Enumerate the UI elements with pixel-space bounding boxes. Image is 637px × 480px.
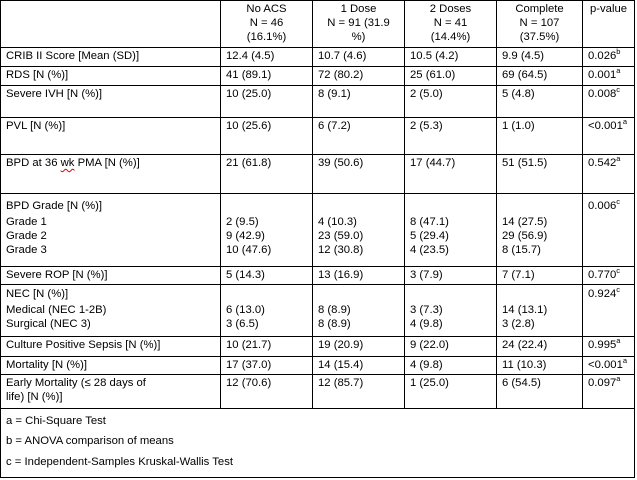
test-superscript: c — [616, 284, 621, 294]
one-dose-cell: 72 (80.2) — [313, 67, 405, 86]
table-row-rds — [1, 67, 635, 86]
test-superscript: a — [616, 374, 621, 383]
two-doses-cell: 2 (5.3) — [405, 117, 497, 154]
p-value-cell: 0.026$^b$ — [583, 48, 635, 67]
complete-cell: 51 (51.5) — [497, 155, 583, 193]
spellcheck-word: wk — [60, 157, 75, 170]
no-acs-cell: 17 (37.0) — [221, 356, 313, 374]
row-label: Mortality [N (%)] — [1, 356, 221, 374]
header-2-doses: 2 Doses N = 41 (14.4%) — [405, 1, 497, 48]
one-dose-cell: 10.7 (4.6) — [313, 48, 405, 67]
no-acs-cell: 12.4 (4.5) — [221, 48, 313, 67]
complete-cell: 11 (10.3) — [497, 356, 583, 374]
table-row-ivh — [1, 86, 635, 117]
one-dose-cell: 14 (15.4) — [313, 356, 405, 374]
two-doses-cell: 4 (9.8) — [405, 356, 497, 374]
two-doses-cell: 3 (7.3) 4 (9.8) — [405, 284, 497, 337]
table-row-sepsis — [1, 337, 635, 356]
two-doses-cell: 2 (5.0) — [405, 86, 497, 117]
header-complete: Complete N = 107 (37.5%) — [497, 1, 583, 48]
row-label: Early Mortality (≤ 28 days of life) [N (%)] — [1, 374, 221, 408]
footnotes — [1, 409, 635, 478]
table-row-crib — [1, 48, 635, 67]
table-row-mortality — [1, 356, 635, 374]
one-dose-cell: 6 (7.2) — [313, 117, 405, 154]
p-value-cell: 0.542$^a$ — [583, 155, 635, 193]
header-no-acs: No ACS N = 46 (16.1%) — [221, 1, 313, 48]
row-label: RDS [N (%)] — [1, 67, 221, 86]
row-label: Severe ROP [N (%)] — [1, 266, 221, 284]
complete-cell: 69 (64.5) — [497, 67, 583, 86]
test-superscript: a — [616, 154, 621, 164]
no-acs-cell: 10 (21.7) — [221, 337, 313, 356]
two-doses-cell: 17 (44.7) — [405, 155, 497, 193]
two-doses-cell: 1 (25.0) — [405, 374, 497, 408]
p-value-cell: 0.097$^a$ — [583, 374, 635, 408]
one-dose-cell: 4 (10.3) 23 (59.0) 12 (30.8) — [313, 193, 405, 266]
one-dose-cell: 13 (16.9) — [313, 266, 405, 284]
row-label: NEC [N (%)] Medical (NEC 1-2B) Surgical (NEC 3) — [1, 284, 221, 337]
p-value-cell: 0.006$^c$ — [583, 193, 635, 266]
two-doses-cell: 10.5 (4.2) — [405, 48, 497, 67]
two-doses-cell: 3 (7.9) — [405, 266, 497, 284]
footnote-a: a = Chi-Square Test — [6, 415, 106, 428]
table-row-nec — [1, 284, 635, 337]
table-row-bpd36 — [1, 155, 635, 193]
one-dose-cell: 8 (8.9) 8 (8.9) — [313, 284, 405, 337]
table-row-bpd-grade — [1, 193, 635, 266]
p-value-cell: 0.924$^c$ — [583, 284, 635, 337]
test-superscript: c — [616, 266, 621, 275]
no-acs-cell: 5 (14.3) — [221, 266, 313, 284]
test-superscript: a — [616, 66, 621, 76]
test-superscript: a — [622, 356, 628, 365]
no-acs-cell: 10 (25.0) — [221, 86, 313, 117]
row-label: BPD Grade [N (%)] Grade 1 Grade 2 Grade 3 — [1, 193, 221, 266]
row-label: Culture Positive Sepsis [N (%)] — [1, 337, 221, 356]
p-value-cell: 0.008$^c$ — [583, 86, 635, 117]
header-1-dose: 1 Dose N = 91 (31.9 %) — [313, 1, 405, 48]
two-doses-cell: 9 (22.0) — [405, 337, 497, 356]
no-acs-cell: 21 (61.8) — [221, 155, 313, 193]
two-doses-cell: 25 (61.0) — [405, 67, 497, 86]
p-value-cell: 0.001$^a$ — [583, 67, 635, 86]
p-value-cell: 0.770$^c$ — [583, 266, 635, 284]
footnotes-row — [1, 409, 635, 478]
row-label: BPD at 36 wk PMA [N (%)] — [1, 155, 221, 193]
complete-cell: 7 (7.1) — [497, 266, 583, 284]
no-acs-cell: 12 (70.6) — [221, 374, 313, 408]
p-value-cell: 0.995$^a$ — [583, 337, 635, 356]
test-superscript: c — [616, 196, 621, 206]
no-acs-cell: 10 (25.6) — [221, 117, 313, 154]
row-label: Severe IVH [N (%)] — [1, 86, 221, 117]
p-value-cell: <0.001$^a$ — [583, 356, 635, 374]
test-superscript: a — [622, 117, 628, 127]
table-row-pvl — [1, 117, 635, 154]
one-dose-cell: 39 (50.6) — [313, 155, 405, 193]
complete-cell: 1 (1.0) — [497, 117, 583, 154]
header-p-value: p-value — [583, 1, 635, 48]
row-label: CRIB II Score [Mean (SD)] — [1, 48, 221, 67]
two-doses-cell: 8 (47.1) 5 (29.4) 4 (23.5) — [405, 193, 497, 266]
no-acs-cell: 2 (9.5) 9 (42.9) 10 (47.6) — [221, 193, 313, 266]
no-acs-cell: 6 (13.0) 3 (6.5) — [221, 284, 313, 337]
header-row — [1, 1, 635, 48]
complete-cell: 14 (27.5) 29 (56.9) 8 (15.7) — [497, 193, 583, 266]
complete-cell: 14 (13.1) 3 (2.8) — [497, 284, 583, 337]
complete-cell: 24 (22.4) — [497, 337, 583, 356]
row-label: PVL [N (%)] — [1, 117, 221, 154]
p-value-cell: <0.001$^a$ — [583, 117, 635, 154]
table-row-early-mortality — [1, 374, 635, 408]
footnote-b: b = ANOVA comparison of means — [6, 435, 174, 448]
test-superscript: c — [616, 85, 621, 95]
test-superscript: a — [616, 336, 621, 346]
complete-cell: 5 (4.8) — [497, 86, 583, 117]
complete-cell: 6 (54.5) — [497, 374, 583, 408]
no-acs-cell: 41 (89.1) — [221, 67, 313, 86]
header-cell-empty — [1, 1, 221, 48]
complete-cell: 9.9 (4.5) — [497, 48, 583, 67]
test-superscript: b — [616, 47, 621, 57]
one-dose-cell: 19 (20.9) — [313, 337, 405, 356]
footnote-c: c = Independent-Samples Kruskal-Wallis Test — [6, 455, 233, 468]
one-dose-cell: 8 (9.1) — [313, 86, 405, 117]
one-dose-cell: 12 (85.7) — [313, 374, 405, 408]
table-row-rop — [1, 266, 635, 284]
